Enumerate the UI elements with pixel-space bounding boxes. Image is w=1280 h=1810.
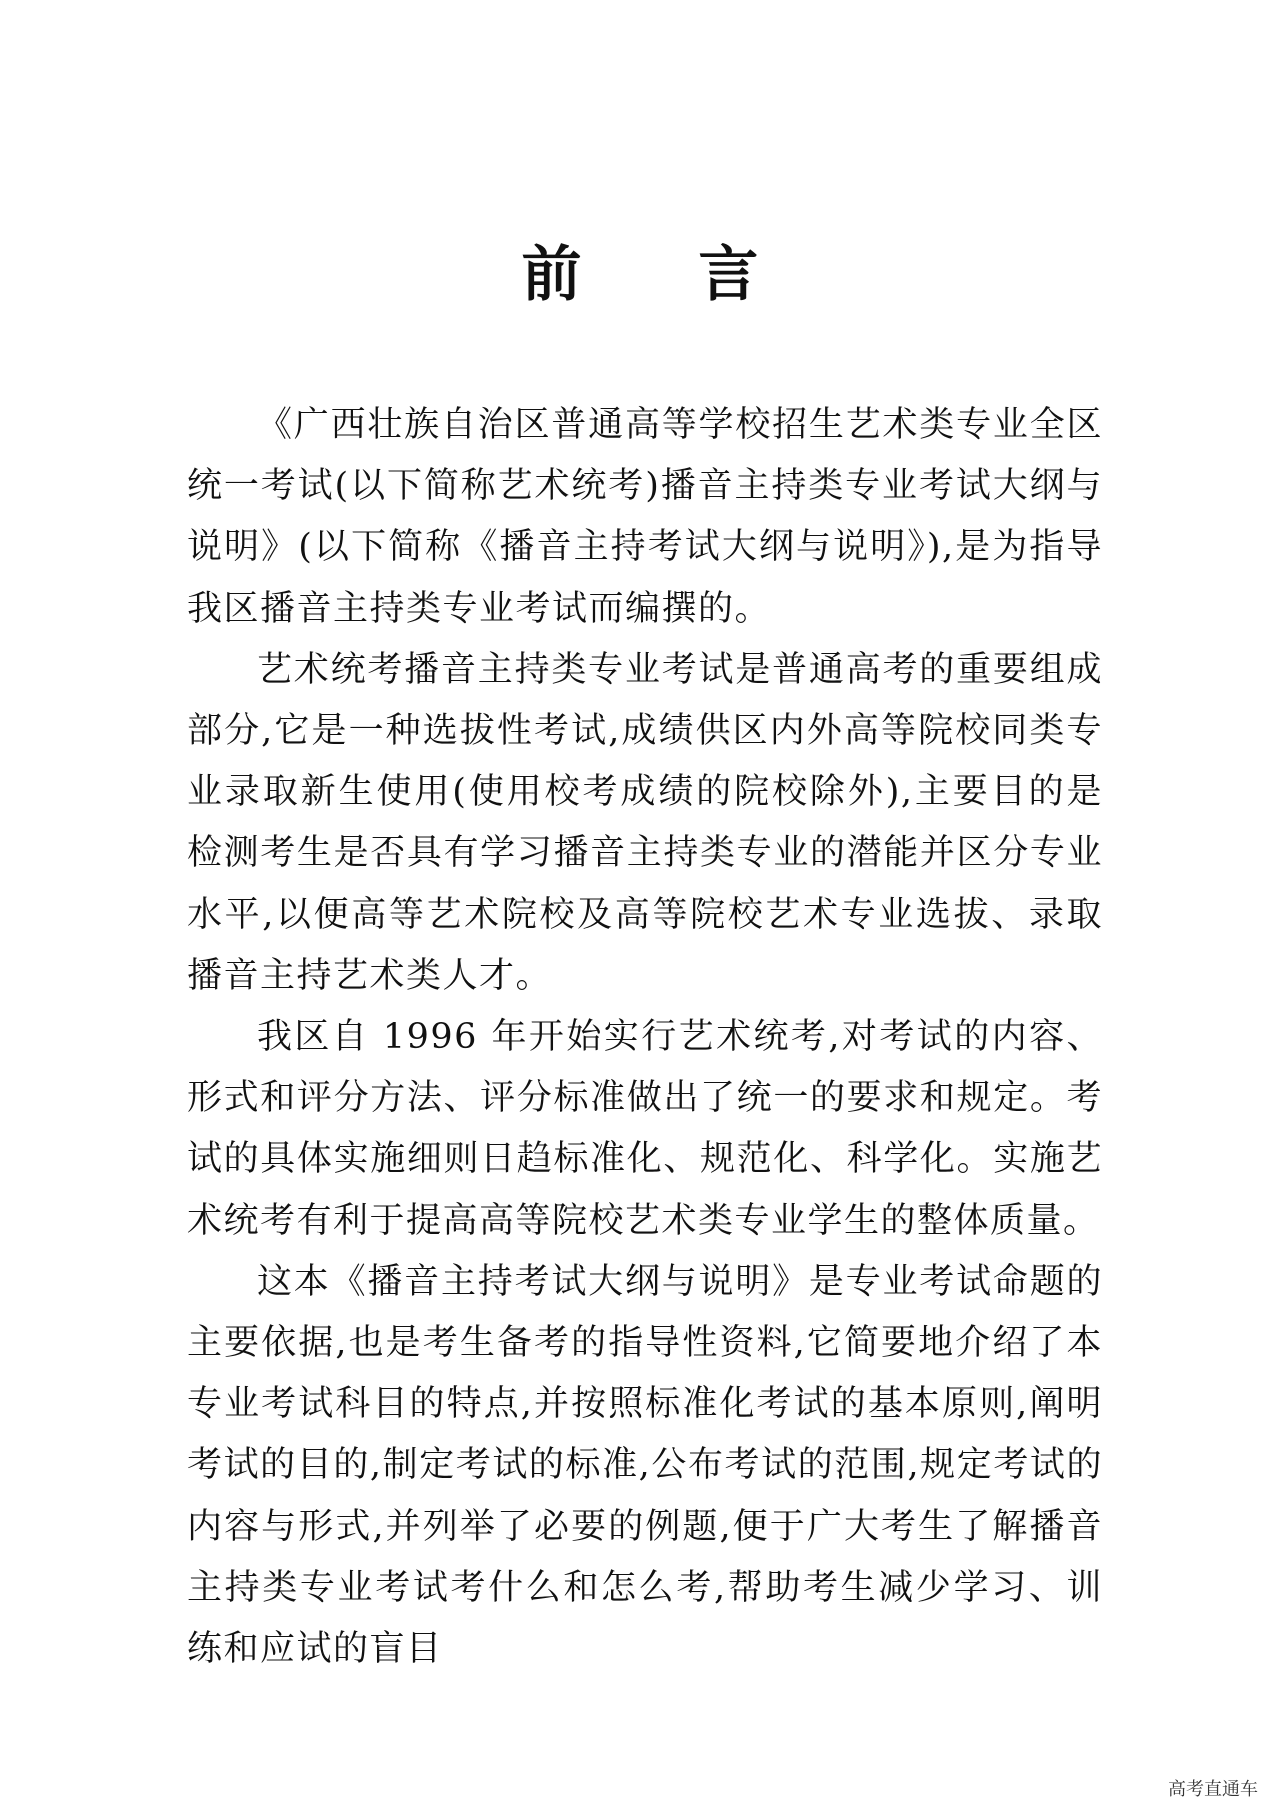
paragraph-3: 我区自 1996 年开始实行艺术统考,对考试的内容、形式和评分方法、评分标准做出了统一的要求和规定。考试的具体实施细则日趋标准化、规范化、科学化。实施艺术统考有利于提高高等院校艺术类专业学生的整体质量。 — [187, 1017, 1103, 1241]
paragraph-4: 这本《播音主持考试大纲与说明》是专业考试命题的主要依据,也是考生备考的指导性资料,它简要地介绍了本专业考试科目的特点,并按照标准化考试的基本原则,阐明考试的目的,制定考试的标准,公布考试的范围,规定考试的内容与形式,并列举了必要的例题,便于广大考生了解播音主持类专业考试考什么和怎么考,帮助考生减少学习、训练和应试的盲目 — [187, 1261, 1103, 1670]
preface-body — [187, 395, 1103, 1680]
paragraph-2: 艺术统考播音主持类专业考试是普通高考的重要组成部分,它是一种选拔性考试,成绩供区内外高等院校同类专业录取新生使用(使用校考成绩的院校除外),主要目的是检测考生是否具有学习播音主持类专业的潜能并区分专业水平,以便高等艺术院校及高等院校艺术专业选拔、录取播音主持艺术类人才。 — [187, 649, 1103, 996]
watermark-text: 高考直通车 — [1168, 1779, 1258, 1800]
paragraph-1: 《广西壮族自治区普通高等学校招生艺术类专业全区统一考试(以下简称艺术统考)播音主持类专业考试大纲与说明》(以下简称《播音主持考试大纲与说明》),是为指导我区播音主持类专业考试而编撰的。 — [187, 405, 1103, 629]
page-title: 前 言 — [521, 240, 807, 310]
